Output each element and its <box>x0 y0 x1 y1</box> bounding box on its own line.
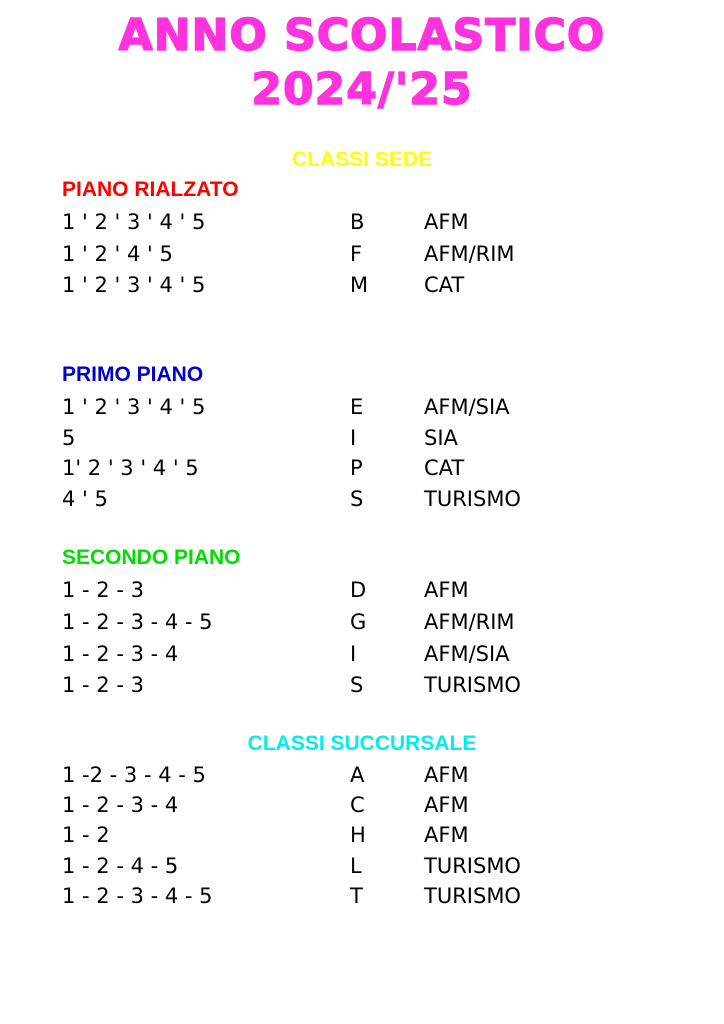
class-course: AFM <box>424 823 469 847</box>
class-course: AFM <box>424 578 469 602</box>
class-course: CAT <box>424 456 465 480</box>
floor-heading-secondo: SECONDO PIANO <box>62 546 241 569</box>
class-row <box>0 760 724 790</box>
class-section: B <box>350 210 365 234</box>
page-title-line-1: ANNO SCOLASTICO <box>118 10 606 61</box>
class-section: C <box>350 793 365 817</box>
class-row <box>0 484 724 514</box>
class-years: 1 - 2 <box>62 823 110 847</box>
class-row <box>0 607 724 637</box>
class-years: 1 ' 2 ' 3 ' 4 ' 5 <box>62 395 206 419</box>
class-course: AFM/SIA <box>424 395 510 419</box>
class-row <box>0 453 724 483</box>
class-years: 1 - 2 - 3 <box>62 673 144 697</box>
class-section: H <box>350 823 366 847</box>
class-section: S <box>350 673 364 697</box>
class-course: TURISMO <box>424 487 521 511</box>
sede-heading: CLASSI SEDE <box>291 148 433 171</box>
class-course: AFM/SIA <box>424 642 510 666</box>
class-years: 1 ' 2 ' 4 ' 5 <box>62 242 173 266</box>
class-years: 1 - 2 - 3 - 4 - 5 <box>62 610 213 634</box>
class-section: D <box>350 578 367 602</box>
class-row <box>0 239 724 269</box>
class-section: A <box>350 763 365 787</box>
class-row <box>0 207 724 237</box>
class-course: AFM/RIM <box>424 242 515 266</box>
page-title-line-2: 2024/'25 <box>251 64 473 115</box>
class-section: G <box>350 610 367 634</box>
class-row <box>0 639 724 669</box>
class-section: M <box>350 273 369 297</box>
class-years: 1 -2 - 3 - 4 - 5 <box>62 763 206 787</box>
class-course: TURISMO <box>424 854 521 878</box>
class-course: AFM/RIM <box>424 610 515 634</box>
class-row <box>0 270 724 300</box>
class-course: TURISMO <box>424 884 521 908</box>
succursale-heading: CLASSI SUCCURSALE <box>247 732 477 755</box>
class-section: I <box>350 426 357 450</box>
class-row <box>0 820 724 850</box>
class-row <box>0 881 724 911</box>
class-row <box>0 851 724 881</box>
class-section: E <box>350 395 364 419</box>
class-row <box>0 790 724 820</box>
class-section: T <box>350 884 363 908</box>
floor-heading-rialzato: PIANO RIALZATO <box>62 178 239 201</box>
class-course: AFM <box>424 793 469 817</box>
class-row <box>0 423 724 453</box>
class-course: CAT <box>424 273 465 297</box>
class-section: I <box>350 642 357 666</box>
class-years: 1 - 2 - 3 - 4 <box>62 642 179 666</box>
class-years: 1 - 2 - 4 - 5 <box>62 854 179 878</box>
class-course: SIA <box>424 426 458 450</box>
class-section: L <box>350 854 362 878</box>
class-row <box>0 670 724 700</box>
class-section: F <box>350 242 363 266</box>
class-years: 1' 2 ' 3 ' 4 ' 5 <box>62 456 199 480</box>
class-years: 4 ' 5 <box>62 487 108 511</box>
class-years: 1 - 2 - 3 - 4 <box>62 793 179 817</box>
class-years: 1 ' 2 ' 3 ' 4 ' 5 <box>62 210 206 234</box>
class-years: 1 ' 2 ' 3 ' 4 ' 5 <box>62 273 206 297</box>
class-section: S <box>350 487 364 511</box>
class-years: 1 - 2 - 3 <box>62 578 144 602</box>
class-section: P <box>350 456 363 480</box>
class-row <box>0 575 724 605</box>
floor-heading-primo: PRIMO PIANO <box>62 363 204 386</box>
class-row <box>0 392 724 422</box>
class-years: 1 - 2 - 3 - 4 - 5 <box>62 884 213 908</box>
class-course: TURISMO <box>424 673 521 697</box>
class-course: AFM <box>424 210 469 234</box>
class-course: AFM <box>424 763 469 787</box>
class-years: 5 <box>62 426 76 450</box>
